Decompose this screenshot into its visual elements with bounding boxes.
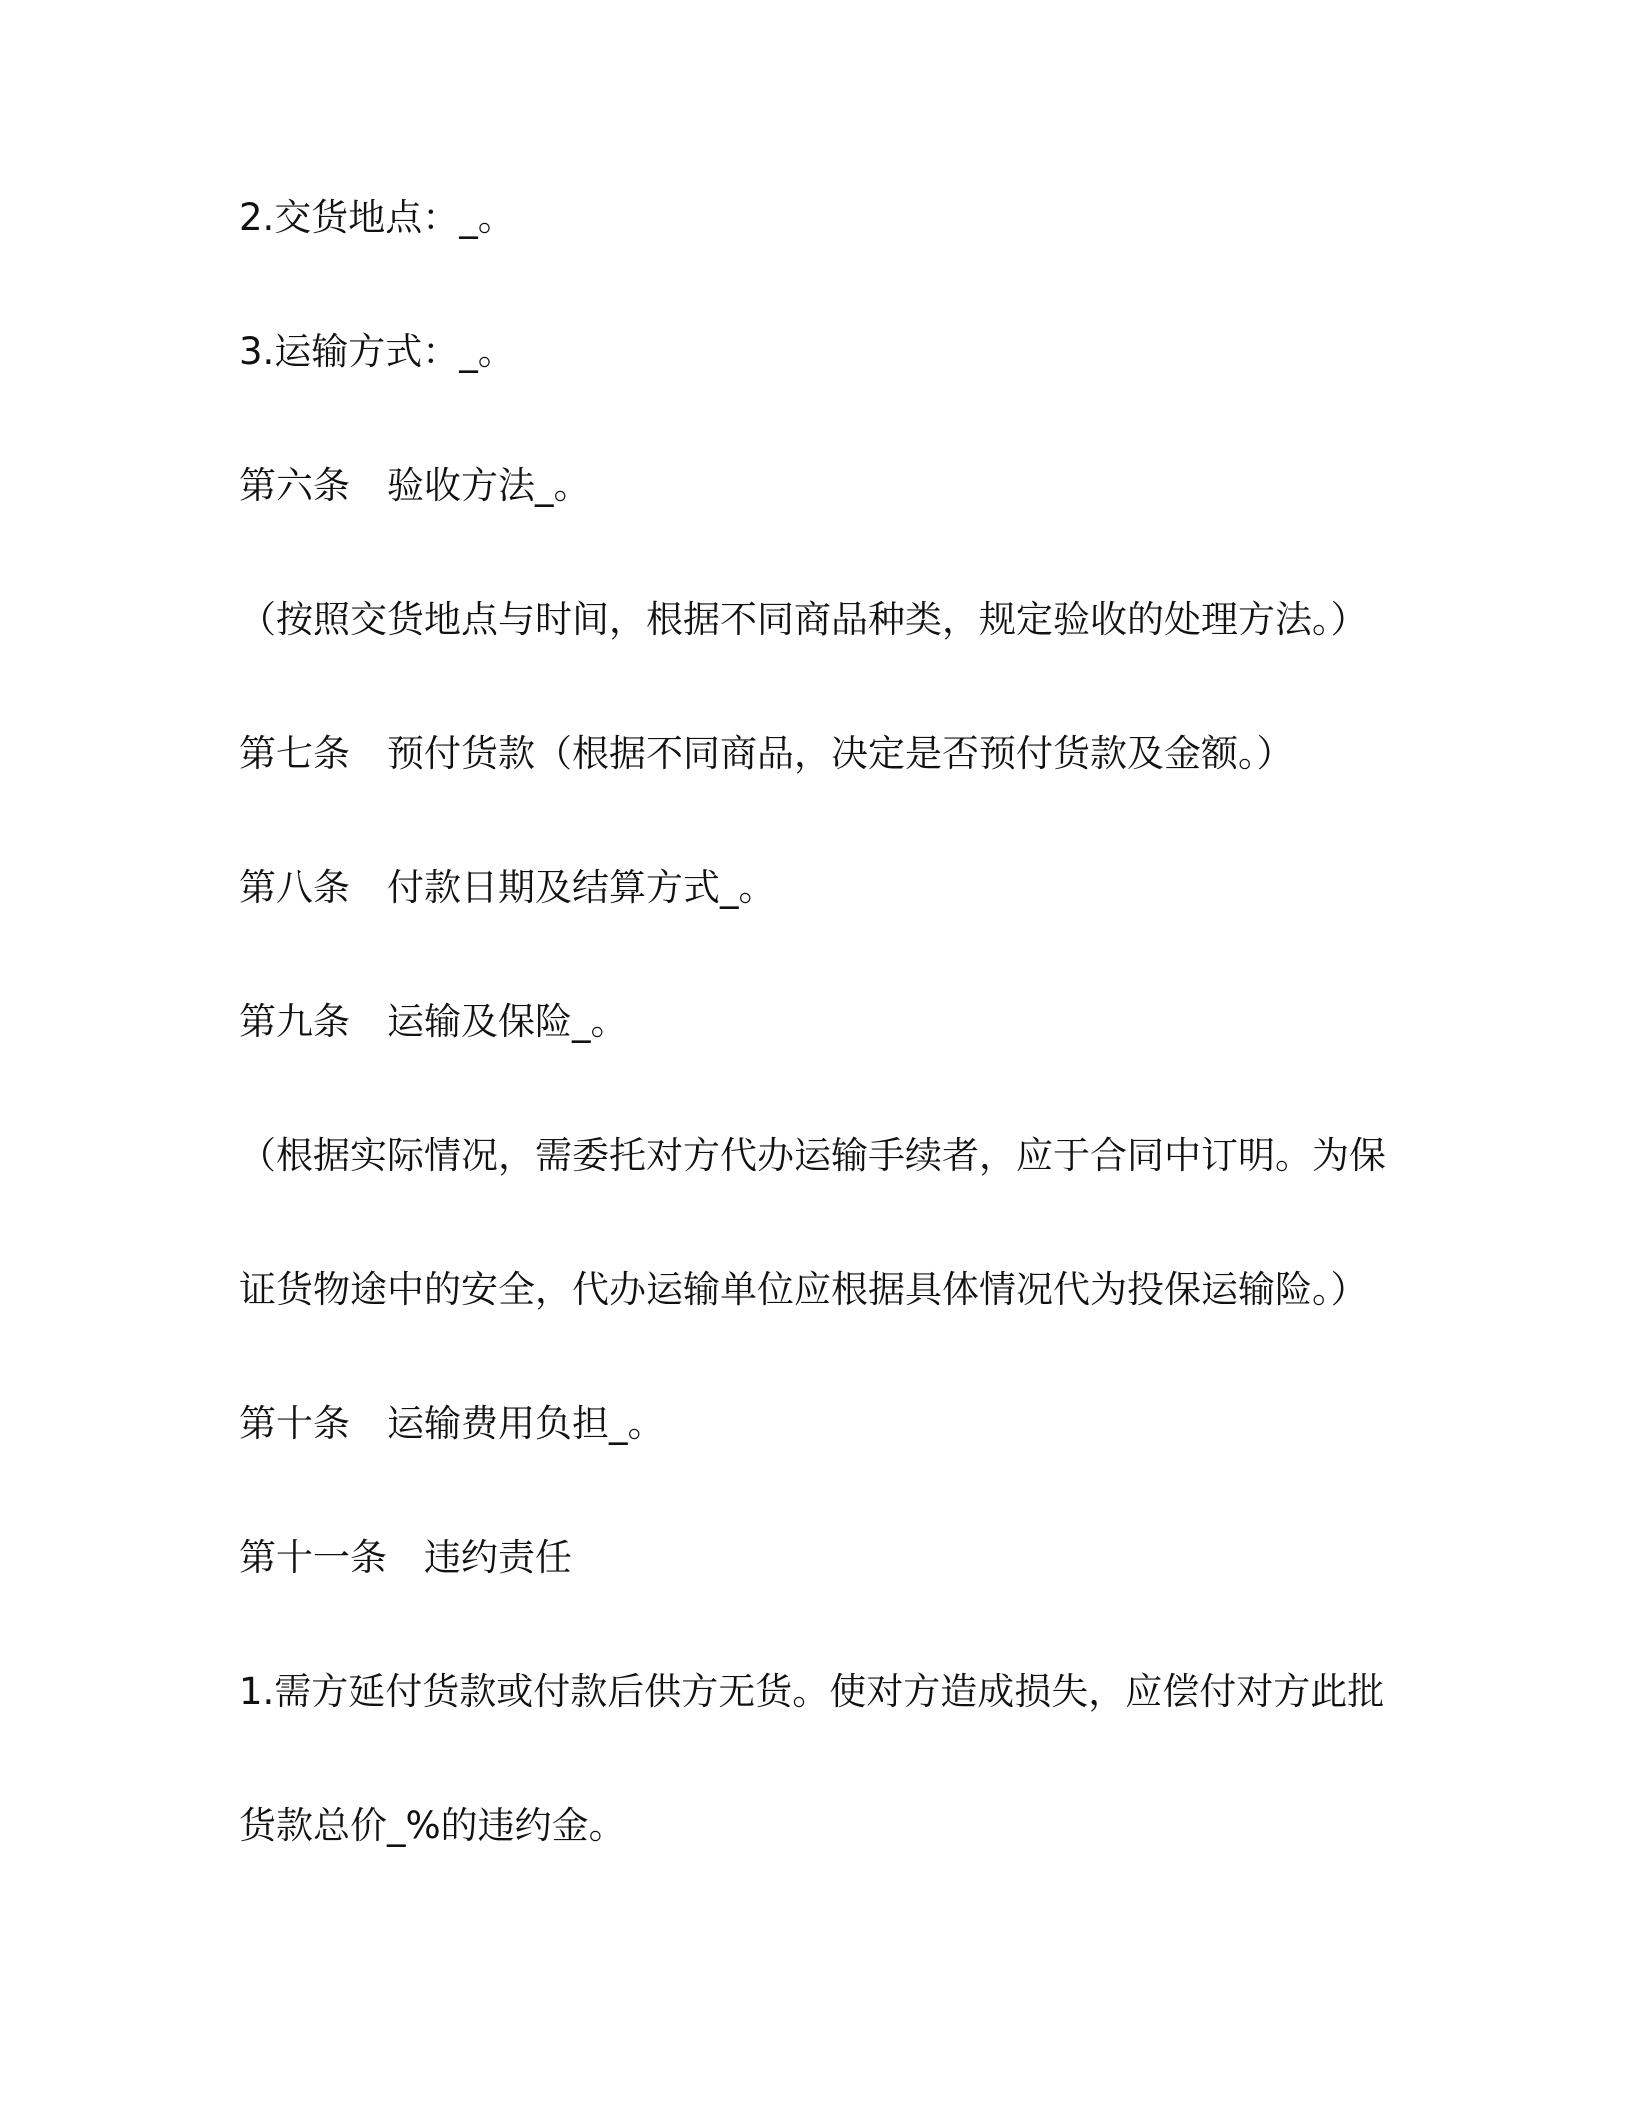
article-8-payment-line: 第八条 付款日期及结算方式_。: [239, 866, 776, 909]
article-6-inspection-line: 第六条 验收方法_。: [239, 464, 591, 507]
article-10-freight-line: 第十条 运输费用负担_。: [239, 1402, 665, 1445]
article-11-liability-heading: 第十一条 违约责任: [239, 1536, 572, 1579]
transport-method-line: 3.运输方式：_。: [239, 330, 515, 373]
article-9-transport-insurance-line: 第九条 运输及保险_。: [239, 1000, 628, 1043]
article-6-note-line: （按照交货地点与时间，根据不同商品种类，规定验收的处理方法。）: [239, 598, 1368, 641]
liability-item-1-line-2: 货款总价_%的违约金。: [239, 1804, 626, 1847]
liability-item-1-line-1: 1.需方延付货款或付款后供方无货。使对方造成损失，应偿付对方此批: [239, 1670, 1385, 1713]
delivery-location-line: 2.交货地点：_。: [239, 196, 515, 239]
article-9-note-line-2: 证货物途中的安全，代办运输单位应根据具体情况代为投保运输险。）: [239, 1268, 1368, 1311]
article-9-note-line-1: （根据实际情况，需委托对方代办运输手续者，应于合同中订明。为保: [239, 1134, 1386, 1177]
article-7-prepayment-line: 第七条 预付货款（根据不同商品，决定是否预付货款及金额。）: [239, 732, 1294, 775]
